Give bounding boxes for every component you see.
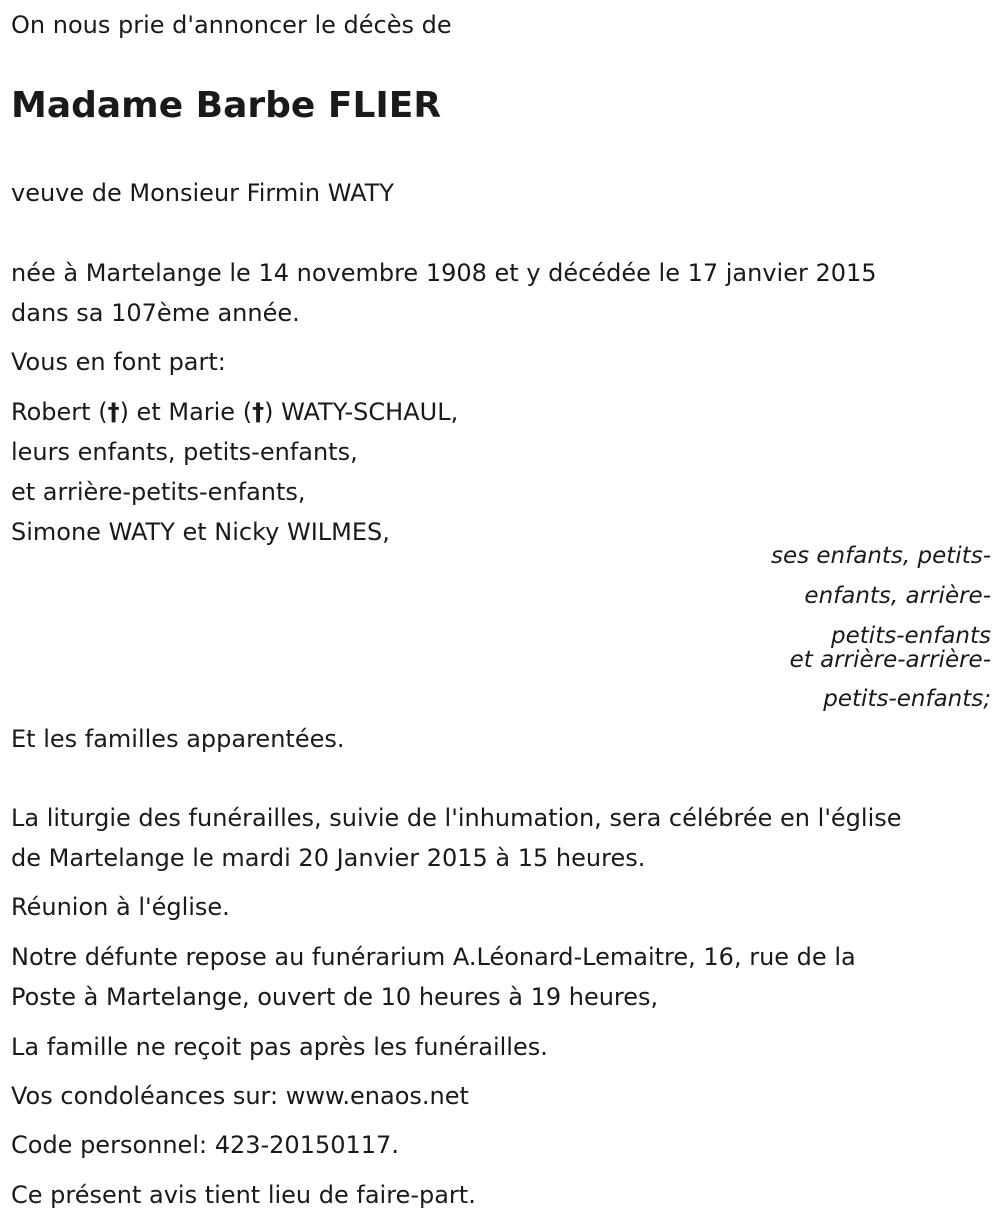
- liturgy-line-2: de Martelange le mardi 20 Janvier 2015 à 15 heures.: [11, 844, 646, 872]
- notice-closing: Ce présent avis tient lieu de faire-part.: [11, 1181, 476, 1209]
- relations-line-4: et arrière-arrière-: [789, 647, 991, 673]
- intro-text: On nous prie d'annoncer le décès de: [11, 11, 452, 39]
- family-waty-schaul: ) WATY-SCHAUL,: [264, 398, 459, 426]
- rest-line-1: Notre défunte repose au funérarium A.Léonard-Lemaitre, 16, rue de la: [11, 943, 856, 971]
- personal-code: Code personnel: 423-20150117.: [11, 1131, 399, 1159]
- relations-line-2: enfants, arrière-: [804, 583, 991, 609]
- spouse-line: veuve de Monsieur Firmin WATY: [11, 179, 395, 207]
- family-line-2: leurs enfants, petits-enfants,: [11, 438, 358, 466]
- relations-line-3: petits-enfants: [831, 623, 991, 649]
- cross-icon: †: [107, 398, 120, 426]
- family-line-3: et arrière-petits-enfants,: [11, 478, 306, 506]
- birth-death-line-1: née à Martelange le 14 novembre 1908 et y décédée le 17 janvier 2015: [11, 259, 877, 287]
- related-families: Et les familles apparentées.: [11, 725, 345, 753]
- birth-death-line-2: dans sa 107ème année.: [11, 299, 300, 327]
- relations-line-1: ses enfants, petits-: [770, 543, 991, 569]
- meeting-text: Réunion à l'église.: [11, 893, 230, 921]
- condolences-text: Vos condoléances sur: www.enaos.net: [11, 1082, 469, 1110]
- liturgy-line-1: La liturgie des funérailles, suivie de l'inhumation, sera célébrée en l'église: [11, 804, 902, 832]
- family-robert: Robert (: [11, 398, 108, 426]
- no-reception-text: La famille ne reçoit pas après les funérailles.: [11, 1033, 548, 1061]
- relations-line-5: petits-enfants;: [823, 686, 991, 712]
- family-line-1: [11, 392, 458, 432]
- deceased-name: Madame Barbe FLIER: [11, 85, 442, 126]
- family-et-marie: ) et Marie (: [119, 398, 253, 426]
- cross-icon: †: [252, 398, 265, 426]
- family-line-4: Simone WATY et Nicky WILMES,: [11, 518, 390, 546]
- rest-line-2: Poste à Martelange, ouvert de 10 heures à 19 heures,: [11, 983, 659, 1011]
- announcers-intro: Vous en font part:: [11, 348, 226, 376]
